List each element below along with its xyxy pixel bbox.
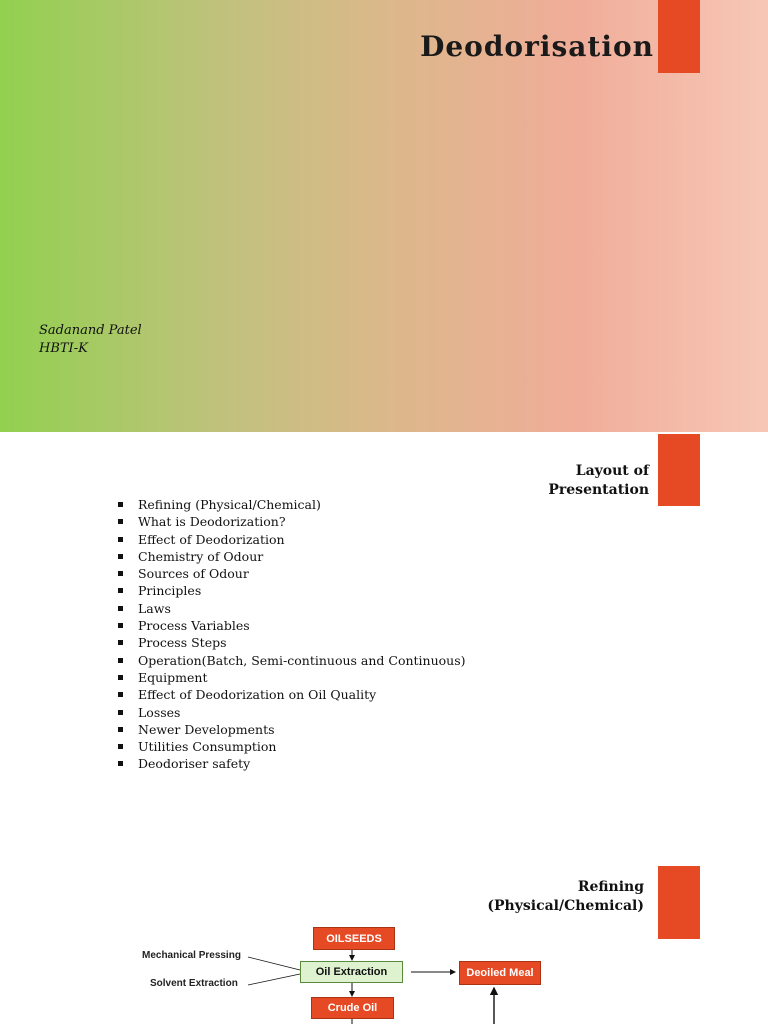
agenda-item: Refining (Physical/Chemical) (118, 496, 466, 513)
label-mechanical-pressing: Mechanical Pressing (142, 950, 241, 961)
slide-title-line1: Layout of (575, 463, 649, 479)
agenda-item: Process Variables (118, 617, 466, 634)
slide-title-line1: Refining (577, 879, 644, 895)
title-slide (0, 0, 768, 432)
flow-box-crude-oil: Crude Oil (311, 997, 394, 1019)
slide-title-line2: (Physical/Chemical) (487, 898, 644, 914)
agenda-item: Newer Developments (118, 721, 466, 738)
agenda-item: Utilities Consumption (118, 738, 466, 755)
agenda-item: Chemistry of Odour (118, 548, 466, 565)
slide-title-line2: Presentation (548, 482, 649, 498)
refining-slide (0, 864, 768, 1024)
agenda-item: Principles (118, 582, 466, 599)
accent-bar (658, 0, 700, 73)
slide-title: Deodorisation (420, 30, 654, 63)
line-mech-pressing (248, 957, 300, 970)
agenda-item: Effect of Deodorization (118, 531, 466, 548)
agenda-item: Sources of Odour (118, 565, 466, 582)
slide-title (548, 462, 649, 500)
line-solvent-extraction (248, 974, 300, 985)
flow-box-oilseeds: OILSEEDS (313, 927, 395, 950)
author-block (39, 322, 142, 358)
agenda-item: Equipment (118, 669, 466, 686)
layout-slide (0, 432, 768, 864)
agenda-item: Operation(Batch, Semi-continuous and Continuous) (118, 652, 466, 669)
agenda-item: Losses (118, 704, 466, 721)
agenda-item: What is Deodorization? (118, 513, 466, 530)
accent-bar (658, 434, 700, 506)
agenda-list (118, 496, 466, 773)
label-solvent-extraction: Solvent Extraction (150, 978, 238, 989)
flow-box-oil-extraction: Oil Extraction (300, 961, 403, 983)
agenda-item: Laws (118, 600, 466, 617)
author-name: Sadanand Patel (39, 323, 142, 338)
flow-box-deoiled-meal: Deoiled Meal (459, 961, 541, 985)
agenda-item: Deodoriser safety (118, 755, 466, 772)
agenda-item: Effect of Deodorization on Oil Quality (118, 686, 466, 703)
author-affiliation: HBTI-K (39, 341, 88, 356)
agenda-item: Process Steps (118, 634, 466, 651)
